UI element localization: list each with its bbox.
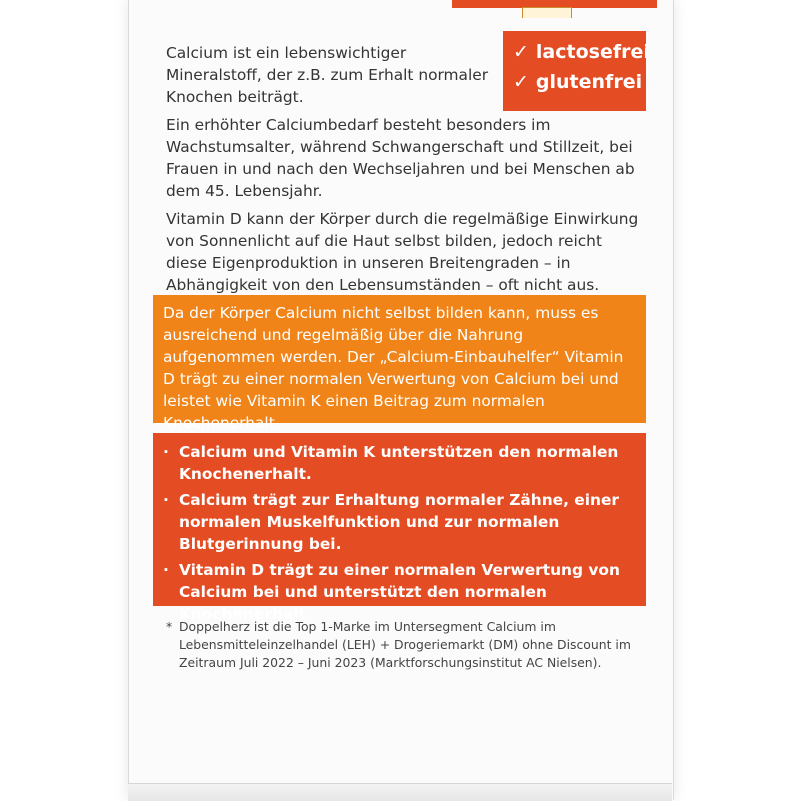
list-item [163, 489, 636, 555]
intro-paragraph-3: Vitamin D kann der Körper durch die regelmäßige Einwirkung von Sonnenlicht auf die Haut selbst bilden, jedoch reicht diese Eigenproduktion in unseren Breitengraden – in Abhängigkeit von den Lebensumständen – oft nicht aus. [166, 210, 639, 294]
health-claims-list [163, 441, 636, 625]
checkmark-icon: ✓ [513, 41, 529, 63]
badge-row-lactosefrei [513, 37, 650, 67]
bullet-icon: · [163, 561, 169, 579]
claim-text: Calcium und Vitamin K unterstützen den normalen Knochenerhalt. [179, 443, 619, 483]
calcium-info-text: Da der Körper Calcium nicht selbst bilden kann, muss es ausreichend und regelmäßig über die Nahrung aufgenommen werden. Der „Calcium-Einbauhelfer“ Vitamin D trägt zu einer normalen Verwertung von Calcium bei und leistet wie Vitamin K einen Beitrag zum normalen Knochenerhalt. [163, 304, 624, 432]
checkmark-icon: ✓ [513, 71, 529, 93]
footnote-text: Doppelherz ist die Top 1-Marke im Untersegment Calcium im Lebensmitteleinzelhandel (LEH) + Drogeriemarkt (DM) ohne Discount im Zeitraum Juli 2022 – Juni 2023 (Marktforschungsinstitut AC Nielsen). [179, 619, 631, 670]
badge-label: glutenfrei [535, 71, 643, 93]
claim-text: Vitamin D trägt zu einer normalen Verwertung von Calcium bei und unterstützt den normalen Knochenerhalt. [179, 561, 620, 623]
intro-paragraph-2: Ein erhöhter Calciumbedarf besteht besonders im Wachstumsalter, während Schwangerschaft und Stillzeit, bei Frauen in und nach den Wechseljahren und bei Menschen ab dem 45. Lebensjahr. [166, 116, 635, 200]
health-claims-box [153, 433, 646, 623]
list-item [163, 441, 636, 485]
free-from-badge [503, 31, 650, 111]
bullet-icon: · [163, 443, 169, 461]
footnote-marker: * [166, 619, 173, 634]
bullet-icon: · [163, 491, 169, 509]
mirrored-top-flap [452, 0, 657, 18]
top-flap-tag [522, 7, 572, 18]
claim-text: Calcium trägt zur Erhaltung normaler Zähne, einer normalen Muskelfunktion und zur normalen Blutgerinnung bei. [179, 491, 620, 553]
footnote [166, 618, 646, 672]
badge-label: lactosefrei [535, 41, 650, 63]
badge-row-glutenfrei [513, 67, 646, 97]
list-item [163, 559, 636, 625]
intro-paragraph-1: Calcium ist ein lebenswichtiger Mineralstoff, der z.B. zum Erhalt normaler Knochen beiträgt. [166, 44, 489, 106]
calcium-info-box [153, 295, 646, 432]
package-bottom-edge [128, 783, 672, 801]
